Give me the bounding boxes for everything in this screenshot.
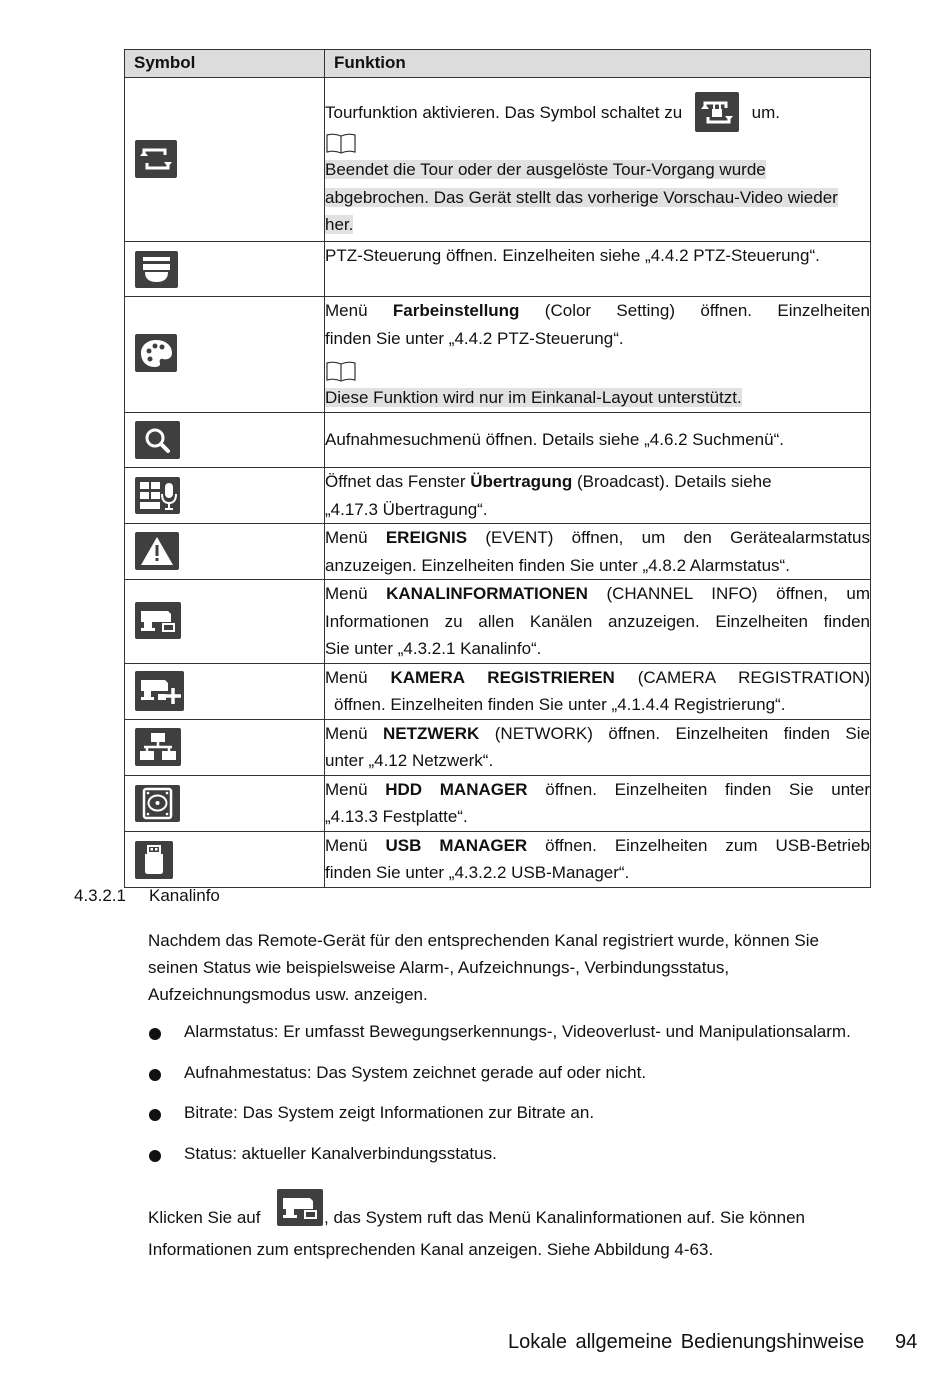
table-row: Menü NETZWERK (NETWORK) öffnen. Einzelheiten finden Sie unter „4.12 Netzwerk“. [125,719,871,775]
bullet-dot [149,1028,161,1040]
bullet-dot [149,1150,161,1162]
table-row [125,242,871,297]
function-table [124,49,871,888]
color-palette-icon [135,334,177,372]
table-row: Menü Farbeinstellung (Color Setting) öffnen. Einzelheiten finden Sie unter „4.4.2 PTZ-Steuerung“. Diese Funktion wird nur im Einkanal-Layout unterstützt. [125,297,871,413]
usb-icon [135,841,173,879]
closing-text-a: Klicken Sie auf [148,1208,261,1227]
closing-text-c: Informationen zum entsprechenden Kanal anzeigen. Siehe Abbildung 4-63. [148,1240,714,1259]
note-book-icon [325,132,357,154]
tour-active-icon [695,92,739,132]
intro-paragraph: Nachdem das Remote-Gerät für den entsprechenden Kanal registriert wurde, können Sie seinen Status wie beispielsweise Alarm-, Aufzeichnungs-, Verbindungsstatus, Aufzeichnungsmodus usw. anzeigen. [148,931,819,1004]
list-item: Bitrate: Das System zeigt Informationen zur Bitrate an. [184,1103,595,1122]
table-row [125,78,871,242]
table-row: Menü EREIGNIS (EVENT) öffnen, um den Gerätealarmstatus anzuzeigen. Einzelheiten finden Sie unter „4.8.2 Alarmstatus“. [125,524,871,580]
tour-icon [135,140,177,178]
network-icon [135,728,181,766]
tour-note: Beendet die Tour oder der ausgelöste Tour-Vorgang wurde abgebrochen. Das Gerät stellt das vorherige Vorschau-Video wieder her. [325,160,838,234]
bullet-dot [149,1069,161,1081]
warning-icon [135,532,179,570]
tour-text-b: um. [751,103,780,122]
bullet-dot [149,1109,161,1121]
table-row: Menü KAMERA REGISTRIEREN (CAMERA REGISTRATION) öffnen. Einzelheiten finden Sie unter „4.1.4.4 Registrierung“. [125,663,871,719]
section-number: 4.3.2.1 [74,886,126,905]
list-item: Aufnahmestatus: Das System zeichnet gerade auf oder nicht. [184,1063,647,1082]
table-row [125,413,871,468]
camera-register-icon [135,671,184,711]
ptz-text: PTZ-Steuerung öffnen. Einzelheiten siehe „4.4.2 PTZ-Steuerung“. [325,246,820,265]
column-header-function: Funktion [325,50,871,78]
tour-text-a: Tourfunktion aktivieren. Das Symbol schaltet zu [325,103,683,122]
search-icon [135,421,180,459]
footer-title: Lokale allgemeine Bedienungshinweise [508,1331,865,1353]
channel-info-icon [277,1189,323,1226]
hdd-icon [135,785,180,822]
list-item: Alarmstatus: Er umfasst Bewegungserkennungs-, Videoverlust- und Manipulationsalarm. [184,1022,851,1041]
channel-info-icon [135,602,181,639]
section-title: Kanalinfo [149,886,220,905]
table-row: Menü USB MANAGER öffnen. Einzelheiten zum USB-Betrieb finden Sie unter „4.3.2.2 USB-Manager“. [125,831,871,887]
table-row: Öffnet das Fenster Übertragung (Broadcast). Details siehe „4.17.3 Übertragung“. [125,468,871,524]
ptz-dome-icon [135,251,178,288]
list-item: Status: aktueller Kanalverbindungsstatus. [184,1144,497,1163]
broadcast-icon [135,477,180,514]
color-note: Diese Funktion wird nur im Einkanal-Layout unterstützt. [325,388,742,407]
table-row: Menü KANALINFORMATIONEN (CHANNEL INFO) öffnen, um Informationen zu allen Kanälen anzuzeigen. Einzelheiten finden Sie unter „4.3.2.1 Kanalinfo“. [125,580,871,664]
closing-text-b: , das System ruft das Menü Kanalinformationen auf. Sie können [324,1208,805,1227]
column-header-symbol: Symbol [125,50,325,78]
search-text: Aufnahmesuchmenü öffnen. Details siehe „4.6.2 Suchmenü“. [325,430,784,450]
page-number: 94 [895,1331,918,1353]
note-book-icon [325,360,357,382]
table-row: Menü HDD MANAGER öffnen. Einzelheiten finden Sie unter „4.13.3 Festplatte“. [125,775,871,831]
